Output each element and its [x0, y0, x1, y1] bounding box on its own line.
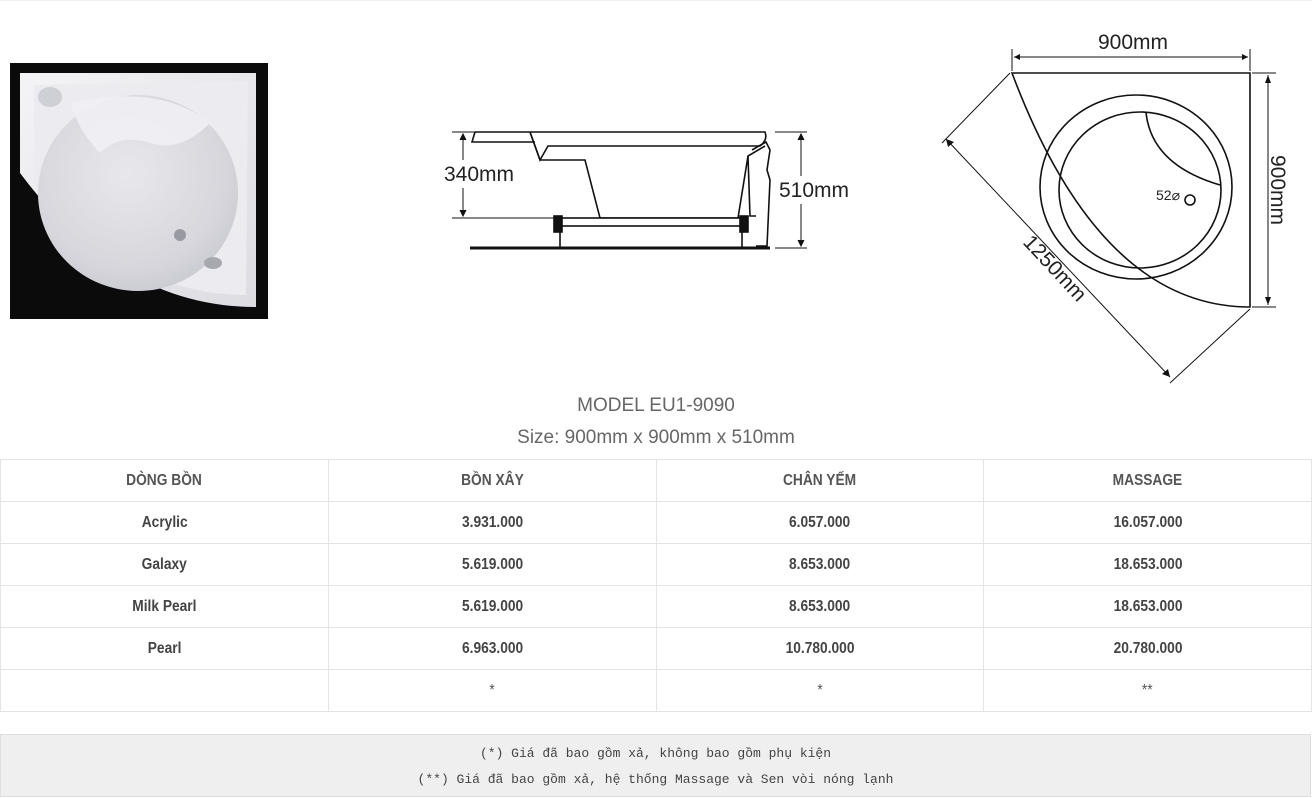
- table-cell: Milk Pearl: [1, 586, 329, 628]
- table-row: [1, 544, 1312, 586]
- table-cell: 3.931.000: [328, 502, 656, 544]
- depth-label: 900mm: [1266, 155, 1289, 226]
- inner-height-label: 340mm: [444, 163, 515, 186]
- table-cell: 6.963.000: [328, 628, 656, 670]
- side-view-drawing: [430, 120, 870, 260]
- table-cell: Galaxy: [1, 544, 329, 586]
- table-cell: **: [984, 670, 1312, 712]
- header-cell: CHÂN YẾM: [656, 460, 984, 502]
- top-view-drawing: [930, 25, 1289, 390]
- table-row: [1, 502, 1312, 544]
- table-row: [1, 586, 1312, 628]
- total-height-label: 510mm: [779, 179, 850, 202]
- table-row: [1, 670, 1312, 712]
- width-label: 900mm: [1098, 31, 1169, 54]
- table-cell: 8.653.000: [656, 586, 984, 628]
- bathtub-photo: [10, 63, 268, 319]
- drain-label: 52⌀: [1156, 187, 1181, 203]
- table-cell: 8.653.000: [656, 544, 984, 586]
- table-cell: 16.057.000: [984, 502, 1312, 544]
- table-cell: 18.653.000: [984, 544, 1312, 586]
- model-size: Size: 900mm x 900mm x 510mm: [517, 427, 795, 448]
- price-notes: [0, 734, 1311, 797]
- price-table: [0, 459, 1312, 712]
- top-divider: [0, 0, 1312, 1]
- table-cell: 18.653.000: [984, 586, 1312, 628]
- table-cell: 5.619.000: [328, 586, 656, 628]
- table-cell: Pearl: [1, 628, 329, 670]
- table-cell: *: [328, 670, 656, 712]
- diagonal-label: 1250mm: [1018, 230, 1091, 307]
- table-cell: Acrylic: [1, 502, 329, 544]
- note-line: (*) Giá đã bao gồm xả, không bao gồm phụ kiện: [479, 746, 832, 761]
- note-line: (**) Giá đã bao gồm xả, hệ thống Massage và Sen vòi nóng lạnh: [417, 772, 894, 787]
- table-cell: 20.780.000: [984, 628, 1312, 670]
- table-header-row: [1, 460, 1312, 502]
- model-name: MODEL EU1-9090: [577, 395, 735, 416]
- header-cell: MASSAGE: [984, 460, 1312, 502]
- table-cell: 10.780.000: [656, 628, 984, 670]
- header-cell: BỒN XÂY: [328, 460, 656, 502]
- header-cell: DÒNG BỒN: [1, 460, 329, 502]
- table-cell: 5.619.000: [328, 544, 656, 586]
- table-cell: [1, 670, 329, 712]
- table-row: [1, 628, 1312, 670]
- table-cell: 6.057.000: [656, 502, 984, 544]
- table-cell: *: [656, 670, 984, 712]
